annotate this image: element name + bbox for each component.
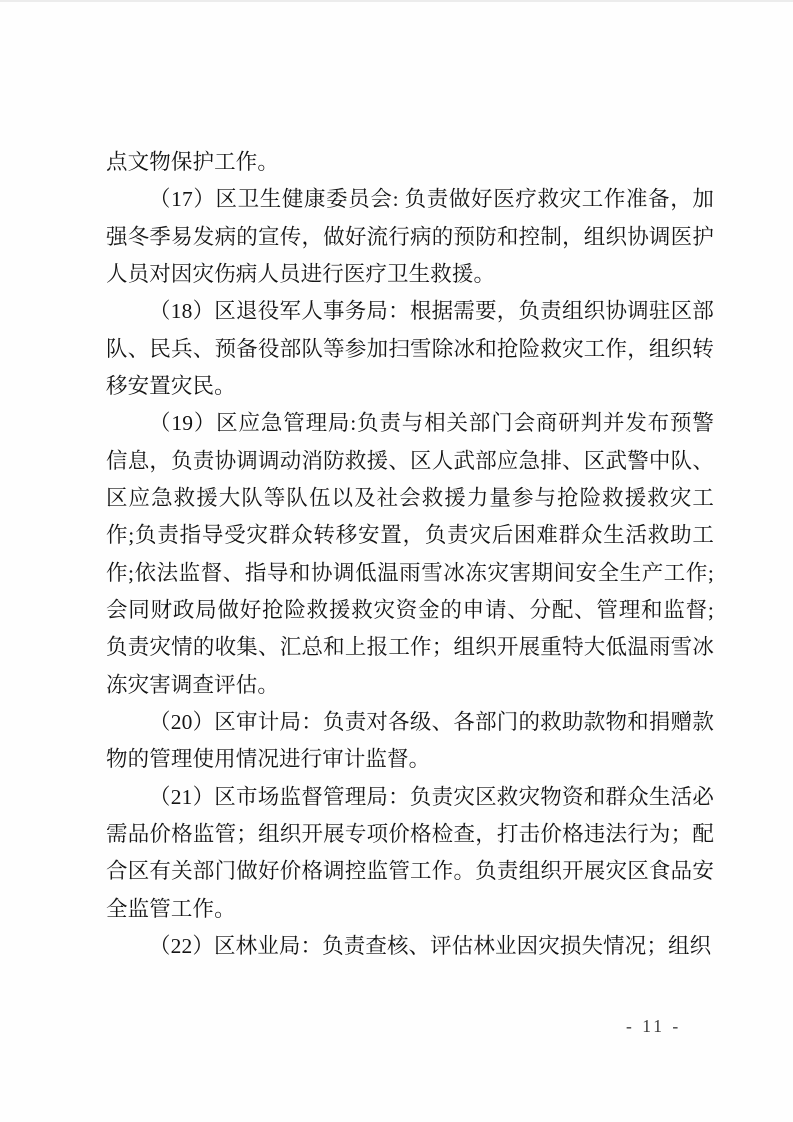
document-body	[106, 144, 714, 965]
paragraph: （20）区审计局：负责对各级、各部门的救助款物和捐赠款物的管理使用情况进行审计监督。	[106, 709, 714, 772]
paragraph: （18）区退役军人事务局：根据需要，负责组织协调驻区部队、民兵、预备役部队等参加扫雪除冰和抢险救灾工作，组织转移安置灾民。	[106, 299, 714, 398]
page-number: - 11 -	[626, 1016, 682, 1036]
paragraph: （21）区市场监督管理局：负责灾区救灾物资和群众生活必需品价格监管；组织开展专项价格检查，打击价格违法行为；配合区有关部门做好价格调控监管工作。负责组织开展灾区食品安全监管工作。	[106, 784, 714, 921]
page-top-edge	[0, 0, 793, 2]
paragraph: 点文物保护工作。	[106, 150, 279, 174]
paragraph: （22）区林业局：负责查核、评估林业因灾损失情况；组织	[149, 933, 712, 958]
paragraph: （19）区应急管理局:负责与相关部门会商研判并发布预警信息，负责协调调动消防救援、区人武部应急排、区武警中队、区应急救援大队等队伍以及社会救援力量参与抢险救援救灾工作;负责指导受灾群众转移安置，负责灾后困难群众生活救助工作;依法监督、指导和协调低温雨雪冰冻灾害期间安全生产工作;会同财政局做好抢险救援救灾资金的申请、分配、管理和监督;负责灾情的收集、汇总和上报工作；组织开展重特大低温雨雪冰冻灾害调查评估。	[106, 411, 714, 697]
paragraph: （17）区卫生健康委员会: 负责做好医疗救灾工作准备，加强冬季易发病的宣传，做好流行病的预防和控制，组织协调医护人员对因灾伤病人员进行医疗卫生救援。	[106, 187, 714, 286]
